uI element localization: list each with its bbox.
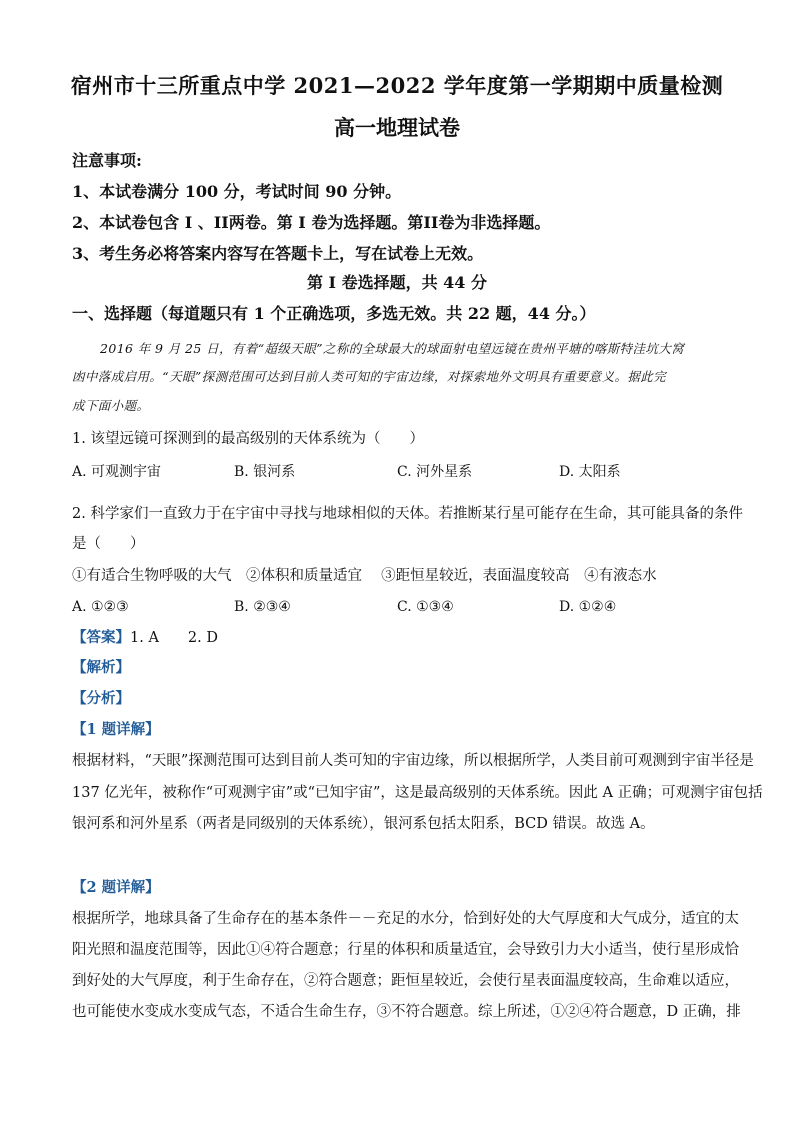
q1-option-b: B. 银河系 [234,464,296,480]
exam-title: 宿州市十三所重点中学 2021—2022 学年度第一学期期中质量检测 [70,73,724,98]
detail-1-line-2: 137 亿光年，被称作“可观测宇宙”或“已知宇宙”，这是最高级别的天体系统。因此 A 正确；可观测宇宙包括 [72,785,763,801]
q2-option-a: A. ①②③ [72,599,129,615]
question-2-stem-2: 是（ ） [72,536,145,552]
analysis-label: 【解析】 [72,659,130,676]
detail-2-line-4: 也可能使水变成水变成气态，不适合生命生存，③不符合题意。综上所述，①②④符合题意，D 正确，排 [72,1004,741,1020]
detail-2-line-3: 到好处的大气厚度，利于生命存在，②符合题意；距恒星较近，会使行星表面温度较高，生命难以适应， [72,973,739,989]
answer-line [72,627,722,649]
notes-heading: 注意事项: [72,151,142,170]
note-item-3: 3、考生务必将答案内容写在答题卡上，写在试卷上无效。 [72,244,484,263]
q2-option-c: C. ①③④ [397,599,454,615]
detail-1-line-1: 根据材料，“天眼”探测范围可达到目前人类可知的宇宙边缘，所以根据所学，人类目前可观测到宇宙半径是 [72,753,754,769]
question-1-stem: 1. 该望远镜可探测到的最高级别的天体系统为（ ） [72,431,424,447]
detail-1-line-3: 银河系和河外星系（两者是同级别的天体系统），银河系包括太阳系，BCD 错误。故选 A。 [72,816,655,832]
detail-2-line-2: 阳光照和温度范围等，因此①④符合题意；行星的体积和质量适宜，会导致引力大小适当，使行星形成恰 [72,942,739,958]
q2-option-b: B. ②③④ [234,599,291,615]
answer-label: 【答案】 [72,629,130,646]
fenxi-label: 【分析】 [72,690,130,707]
passage-line-2: 凼中落成启用。“天眼”探测范围可达到目前人类可知的宇宙边缘，对探索地外文明具有重要意义。据此完 [72,369,667,384]
detail-2-label: 【2 题详解】 [72,879,160,896]
passage-line-1: 2016 年 9 月 25 日，有着“超级天眼”之称的全球最大的球面射电望远镜在贵州平塘的喀斯特洼坑大窝 [100,341,685,356]
detail-2-line-1: 根据所学，地球具备了生命存在的基本条件－－充足的水分，恰到好处的大气厚度和大气成分，适宜的太 [72,911,739,927]
question-2-stem-1: 2. 科学家们一直致力于在宇宙中寻找与地球相似的天体。若推断某行星可能存在生命，其可能具备的条件 [72,506,743,522]
answer-value: 1. A 2. D [130,630,218,646]
part1-title: 第 I 卷选择题，共 44 分 [306,273,488,292]
section-heading: 一、选择题（每道题只有 1 个正确选项，多选无效。共 22 题，44 分。） [72,304,596,323]
q1-option-c: C. 河外星系 [397,464,473,480]
note-item-2: 2、本试卷包含 I 、II两卷。第 I 卷为选择题。第II卷为非选择题。 [72,213,551,232]
note-item-1: 1、本试卷满分 100 分，考试时间 90 分钟。 [72,182,402,201]
detail-1-label: 【1 题详解】 [72,721,160,738]
exam-subtitle: 高一地理试卷 [334,115,460,140]
q2-option-d: D. ①②④ [559,599,617,615]
passage-line-3: 成下面小题。 [72,398,150,413]
question-2-conditions: ①有适合生物呼吸的大气 ②体积和质量适宜 ③距恒星较近，表面温度较高 ④有液态水 [72,568,657,584]
q1-option-a: A. 可观测宇宙 [72,464,162,480]
q1-option-d: D. 太阳系 [559,464,621,480]
